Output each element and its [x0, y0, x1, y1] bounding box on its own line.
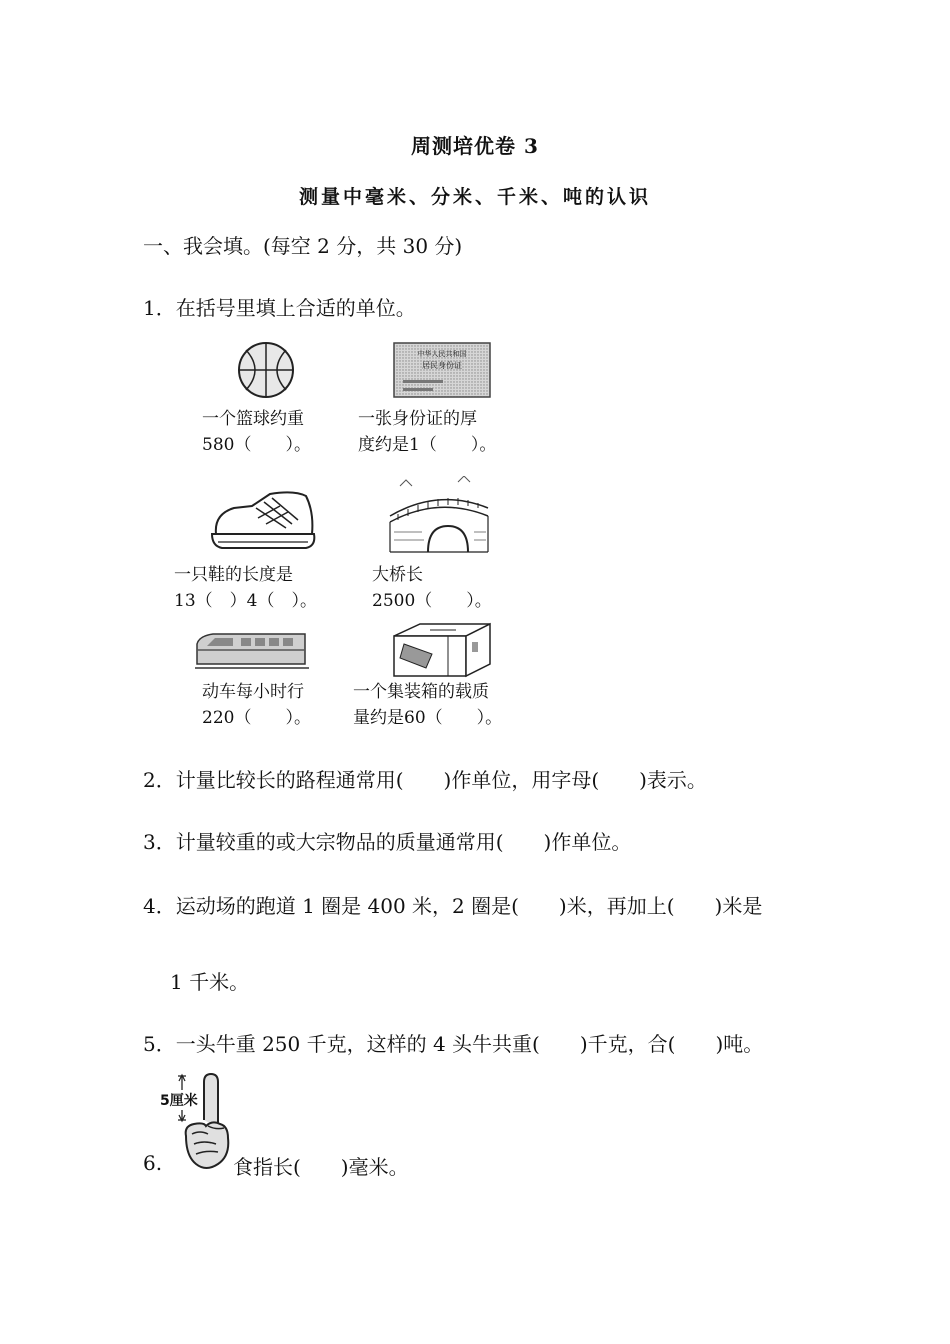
caption-container	[353, 679, 502, 731]
id-card-line1: 中华人民共和国	[417, 350, 467, 358]
question-3: 3．计量较重的或大宗物品的质量通常用( )作单位。	[143, 830, 632, 854]
question-4: 4．运动场的跑道 1 圈是 400 米，2 圈是( )米，再加上( )米是	[143, 894, 763, 918]
caption-line: 一只鞋的长度是	[174, 565, 293, 585]
page-title: 周测培优卷 3	[411, 134, 539, 158]
container-box-icon	[390, 622, 494, 678]
train-icon	[193, 630, 311, 672]
basketball-icon	[236, 340, 296, 400]
caption-train	[202, 679, 311, 731]
question-1: 1．在括号里填上合适的单位。	[143, 296, 416, 320]
finger-length-label: 5厘米	[160, 1090, 198, 1110]
caption-id-card	[358, 406, 496, 458]
caption-basketball	[202, 406, 311, 458]
question-2: 2．计量比较长的路程通常用( )作单位，用字母( )表示。	[143, 768, 707, 792]
caption-line: 2500（ ）。	[372, 591, 492, 611]
question-5: 5．一头牛重 250 千克，这样的 4 头牛共重( )千克，合( )吨。	[143, 1032, 764, 1056]
caption-line: 度约是1（ ）。	[358, 435, 497, 455]
bridge-icon	[388, 476, 490, 556]
question-4-continued: 1 千米。	[170, 970, 250, 994]
caption-line: 13（ ）4（ ）。	[174, 591, 317, 611]
caption-line: 一张身份证的厚	[358, 409, 477, 429]
id-card-line2: 居民身份证	[422, 361, 462, 370]
shoe-icon	[208, 488, 320, 554]
caption-line: 大桥长	[372, 565, 423, 585]
question-6: 食指长( )毫米。	[233, 1155, 409, 1179]
page-subtitle: 测量中毫米、分米、千米、吨的认识	[298, 186, 651, 208]
caption-line: 一个集装箱的载质	[353, 682, 489, 702]
caption-line: 580（ ）。	[202, 435, 311, 455]
caption-bridge	[372, 562, 492, 614]
caption-line: 量约是60（ ）。	[353, 708, 503, 728]
section-heading: 一、我会填。(每空 2 分，共 30 分)	[143, 234, 463, 258]
index-finger-icon	[176, 1072, 234, 1174]
caption-line: 一个篮球约重	[202, 409, 304, 429]
caption-line: 动车每小时行	[202, 682, 304, 702]
id-card-icon	[393, 342, 491, 398]
caption-line: 220（ ）。	[202, 708, 311, 728]
question-6-number: 6.	[143, 1151, 163, 1175]
caption-shoe	[174, 562, 317, 614]
